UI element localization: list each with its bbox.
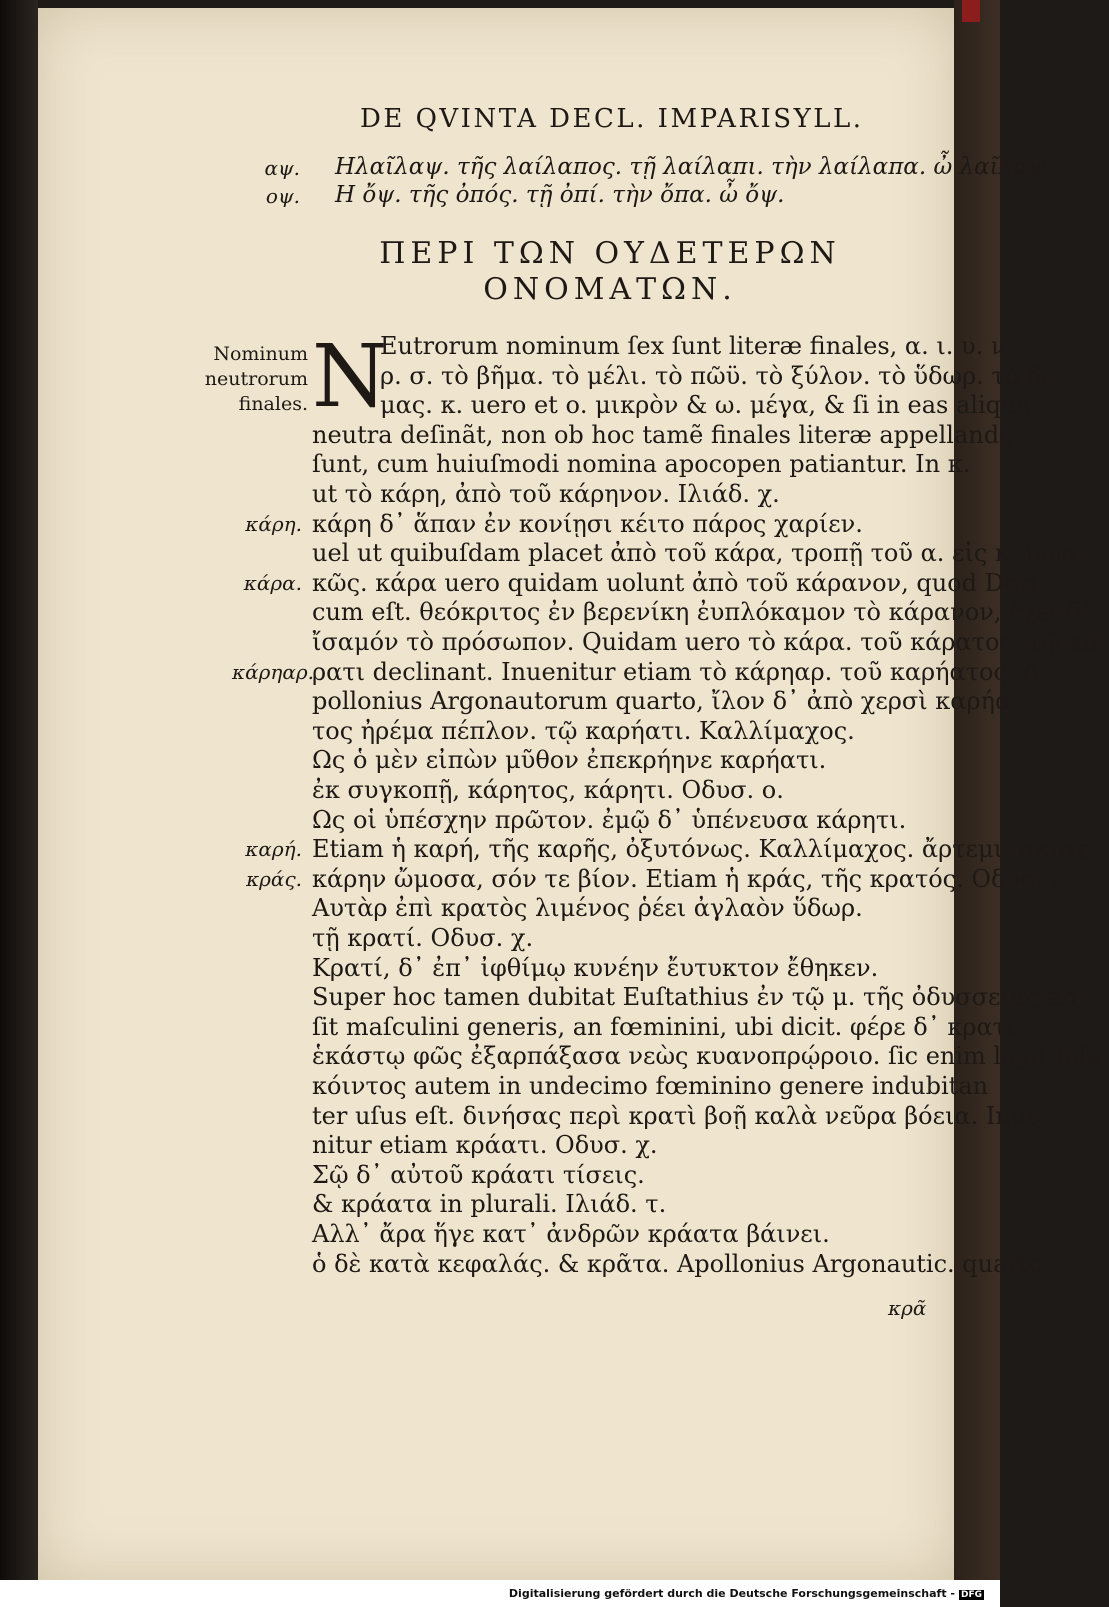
body-line: & κράατα in plurali. Ιλιάδ. τ. — [312, 1190, 667, 1219]
body-line: Ως ὁ μὲν εἰπὼν μῦθον ἐπεκρήηνε καρήατι. — [312, 746, 827, 775]
body-line: Αυτὰρ ἐπὶ κρατὸς λιμένος ῥέει ἀγλαὸν ὕδωρ. — [312, 894, 863, 923]
margin-word: κάρηαρ. — [232, 659, 314, 684]
body-line: cum eſt. θεόκριτος ἐν βερενίκη ἐυπλόκαμον τὸ κάρανον, ἔχει δ᾽ — [312, 598, 1093, 627]
catchword: κρᾶ — [888, 1296, 927, 1320]
body-line: ἑκάστῳ φῶς ἐξαρπάξασα νεὼς κυανοπρῴροιο. ſic enim legit ipſe. — [312, 1042, 1109, 1071]
body-line: ρατι declinant. Inuenitur etiam τὸ κάρηαρ. τοῦ καρήατος. A — [312, 657, 1040, 686]
body-line: τος ἠρέμα πέπλον. τῷ καρήατι. Καλλίμαχος. — [312, 716, 855, 745]
margin-word: κάρα. — [243, 570, 302, 595]
body-line: ſunt, cum huiuſmodi nomina apocopen patiantur. In κ. — [312, 450, 971, 479]
body-line: κόιντος autem in undecimo fœminino genere indubitan — [312, 1072, 989, 1100]
body-line: ἴσαμόν τὸ πρόσωπον. Quidam uero τὸ κάρα. τοῦ κάρατος. τῷ κά — [312, 628, 1100, 656]
body-line: Κρατί, δ᾽ ἐπ᾽ ἰφθίμῳ κυνέην ἔυτυκτον ἔθηκεν. — [312, 953, 879, 982]
body-line: κῶς. κάρα uero quidam uolunt ἀπὸ τοῦ κάρανον, quod Dori — [312, 568, 1038, 597]
margin-ending-ops: οψ. — [265, 184, 300, 208]
body-line: κάρην ὤμοσα, σόν τε βίον. Etiam ἡ κράς, τῆς κρατός. Οδυσ. ι. — [312, 864, 1069, 893]
bookmark-marker — [962, 0, 980, 22]
body-line: κάρη δ᾽ ἅπαν ἐν κονίῃσι κέιτο πάρος χαρίεν. — [312, 509, 863, 538]
dfg-logo: DFG — [960, 1590, 982, 1600]
book-spine — [0, 0, 38, 1580]
margin-note-line: Nominum — [213, 343, 308, 365]
body-line: nitur etiam κράατι. Οδυσ. χ. — [312, 1131, 658, 1160]
body-line: Super hoc tamen dubitat Euſtathius ἐν τῷ μ. τῆς ὀδυσσείας an — [312, 983, 1077, 1012]
margin-word: καρή. — [245, 837, 302, 862]
body-line: μας. κ. uero et ο. μικρὸν & ω. μέγα, & ſi in eas aliqua — [380, 391, 1031, 420]
footer-text: Digitalisierung gefördert durch die Deutsche Forschungsgemeinschaft - — [508, 1587, 955, 1600]
margin-note-line: finales. — [238, 393, 308, 415]
digitization-footer — [505, 1585, 988, 1602]
margin-note — [178, 342, 308, 417]
body-line: Αλλ᾽ ἄρα ἥγε κατ᾽ ἀνδρῶν κράατα βάινει. — [312, 1220, 830, 1248]
margin-note-line: neutrorum — [204, 368, 308, 390]
section-title-line-1: ΠΕΡΙ ΤΩΝ ΟΥΔΕΤΕΡΩΝ — [379, 236, 841, 271]
running-head: DE QVINTA DECL. IMPARISYLL. — [360, 104, 864, 134]
body-line: Ως οἱ ὑπέσχην πρῶτον. ἐμῷ δ᾽ ὑπένευσα κάρητι. — [312, 805, 907, 834]
body-line: neutra deſinãt, non ob hoc tamẽ finales literæ appellandę — [312, 420, 1014, 449]
drop-cap-initial: N — [312, 327, 388, 427]
margin-word: κράς. — [246, 866, 302, 891]
section-title-line-2: ΟΝΟΜΑΤΩΝ. — [483, 272, 737, 307]
body-line: ſit maſculini generis, an fœminini, ubi dicit. φέρε δ᾽ κρατί — [312, 1012, 1016, 1041]
body-line: ἐκ συγκοπῇ, κάρητος, κάρητι. Οδυσ. ο. — [312, 776, 784, 804]
body-line: Etiam ἡ καρή, τῆς καρῆς, ὀξυτόνως. Καλλίμαχος. ἄρτεμι, σκύτε, — [312, 835, 1098, 864]
page-edge — [954, 0, 1000, 1580]
body-line: Eutrorum nominum ſex ſunt literæ finales, α. ι. υ. ν. — [380, 332, 1014, 360]
body-line: Σῷ δ᾽ αὐτοῦ κράατι τίσεις. — [312, 1160, 645, 1189]
margin-ending-aps: αψ. — [264, 156, 300, 180]
body-line: uel ut quibuſdam placet ἀπὸ τοῦ κάρα, τροπῇ τοῦ α. εἰς κ. ἰωνι — [312, 539, 1079, 568]
body-line: ut τὸ κάρη, ἀπὸ τοῦ κάρηνον. Ιλιάδ. χ. — [312, 480, 780, 508]
body-line: pollonius Argonautorum quarto, ἴλον δ᾽ ἀπὸ χερσὶ καρήα — [312, 687, 1012, 716]
body-line: τῇ κρατί. Οδυσ. χ. — [312, 924, 534, 952]
margin-word: κάρη. — [245, 511, 302, 536]
declension-line: Η ὄψ. τῆς ὀπός. τῇ ὀπί. τὴν ὄπα. ὦ ὄψ. — [335, 182, 785, 208]
body-line: ter uſus eſt. δινήσας περὶ κρατὶ βοῇ καλὰ νεῦρα βόεια. Inue — [312, 1101, 1041, 1130]
body-line: ὁ δὲ κατὰ κεφαλάς. & κρᾶτα. Apollonius Argonautic. quarto — [312, 1249, 1044, 1278]
declension-line: Ηλαῖλαψ. τῆς λαίλαπος. τῇ λαίλαπι. τὴν λαίλαπα. ὦ λαῖλαψ. — [335, 154, 1055, 180]
body-line: ρ. σ. τὸ βῆμα. τὸ μέλι. τὸ πῶϋ. τὸ ξύλον. τὸ ὕδωρ. τὸ δέ — [380, 361, 1054, 390]
